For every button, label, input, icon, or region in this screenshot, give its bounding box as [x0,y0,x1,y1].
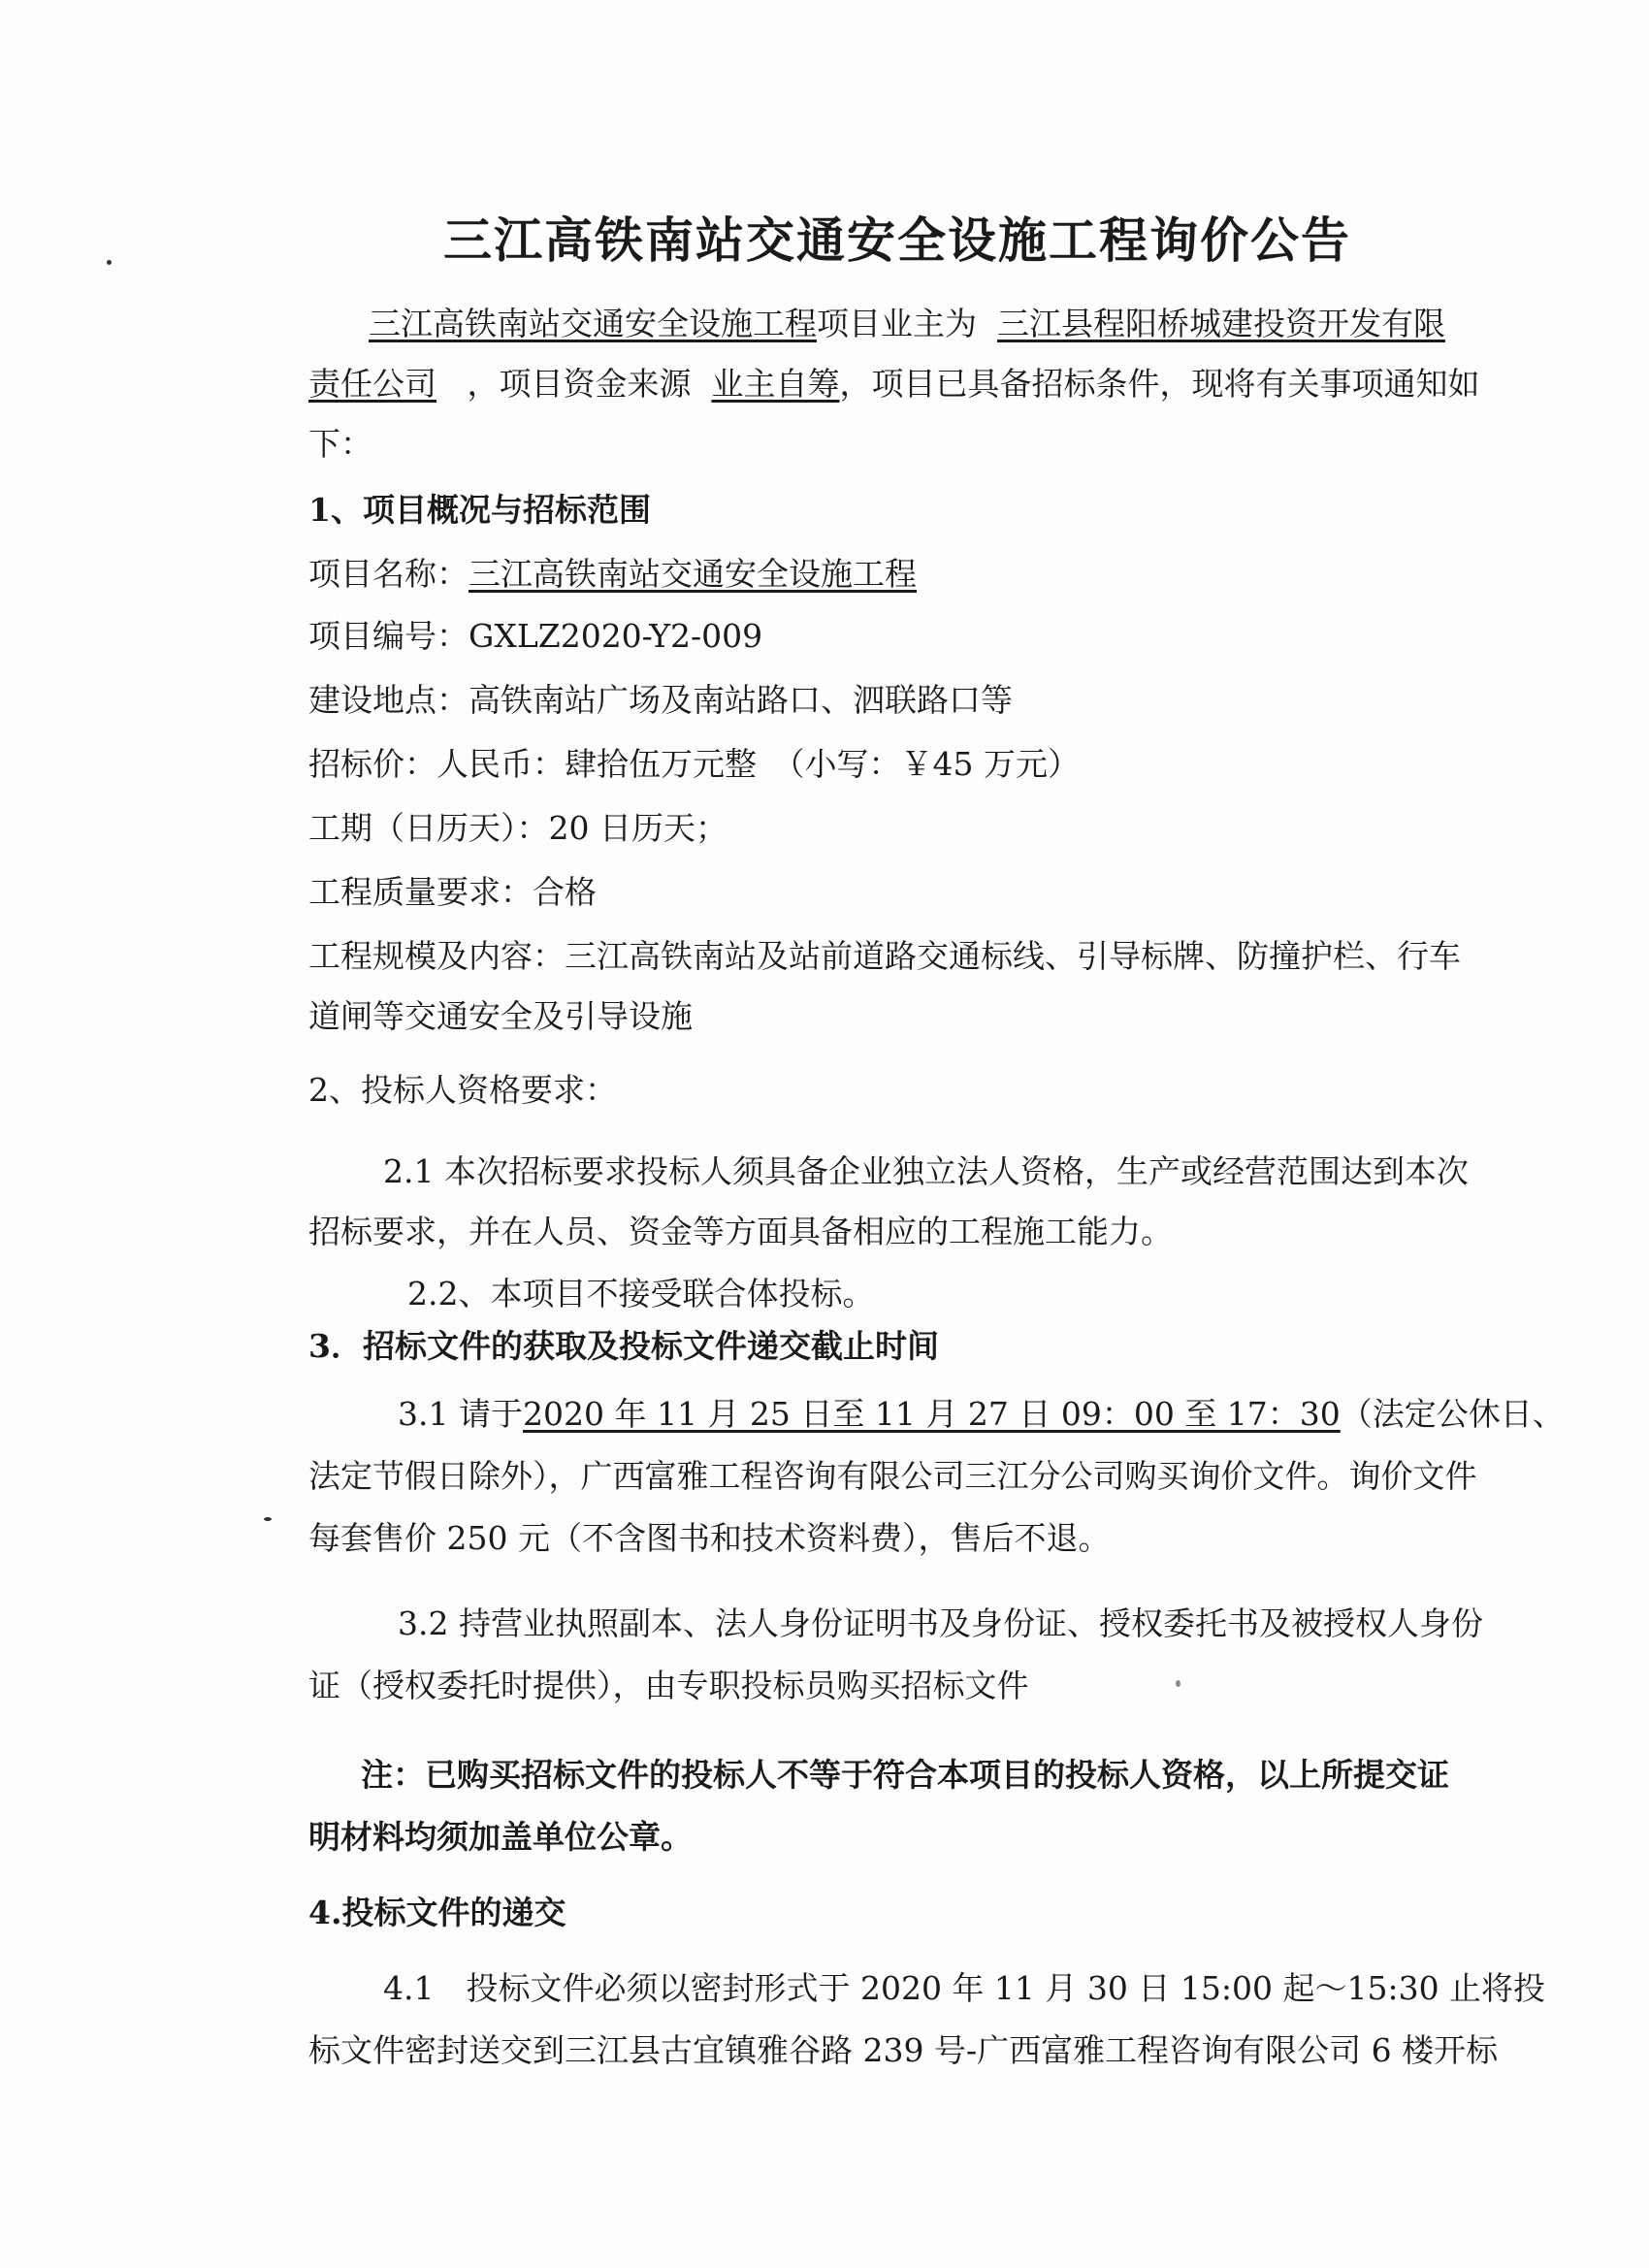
tender-price: 招标价：人民币：肆拾伍万元整 （小写：￥45 万元） [308,745,1080,783]
intro-text: ，项目已具备招标条件，现将有关事项通知如 [839,365,1480,403]
intro-text: 项目业主为 [817,305,977,342]
purchase-period: 2020 年 11 月 25 日至 11 月 27 日 09：00 至 17：30 [522,1395,1341,1433]
section-4-heading: 4.投标文件的递交 [308,1894,566,1931]
intro-line-3: 下： [308,425,372,463]
scan-speck [1176,1680,1180,1687]
purchase-3-1-cont: 法定节假日除外），广西富雅工程咨询有限公司三江分公司购买询价文件。询价文件 [308,1457,1477,1495]
construction-period: 工期（日历天）：20 日历天； [308,809,728,847]
intro-line-2 [308,359,1479,405]
document-title: 三江高铁南站交通安全设施工程询价公告 [443,211,1351,269]
project-scope: 工程规模及内容：三江高铁南站及站前道路交通标线、引导标牌、防撞护栏、行车 [308,937,1461,975]
purchase-3-1-price: 每套售价 250 元（不含图书和技术资料费），售后不退。 [308,1519,1111,1557]
project-name-ref: 三江高铁南站交通安全设施工程 [369,305,817,342]
project-name-line [308,549,917,595]
project-name-value: 三江高铁南站交通安全设施工程 [469,555,917,593]
note-line-1: 注：已购买招标文件的投标人不等于符合本项目的投标人资格，以上所提交证 [361,1756,1449,1794]
project-code: 项目编号：GXLZ2020-Y2-009 [308,617,763,655]
intro-text: ，项目资金来源 [467,365,692,403]
field-label: 项目名称： [308,555,469,593]
purchase-3-1 [398,1389,1565,1435]
project-location: 建设地点：高铁南站广场及南站路口、泗联路口等 [308,681,1013,719]
submission-4-1: 4.1 投标文件必须以密封形式于 2020 年 11 月 30 日 15:00 起～15:30 止将投 [383,1969,1546,2007]
qualification-2-1: 2.1 本次招标要求投标人须具备企业独立法人资格，生产或经营范围达到本次 [383,1152,1469,1190]
owner-name-cont: 责任公司 [308,365,436,403]
owner-name: 三江县程阳桥城建投资开发有限 [996,305,1445,342]
scan-speck [264,1517,272,1521]
submission-4-1-cont: 标文件密封送交到三江县古宜镇雅谷路 239 号-广西富雅工程咨询有限公司 6 楼开标 [308,2031,1499,2069]
qualification-2-2: 2.2、本项目不接受联合体投标。 [407,1275,875,1312]
quality-requirement: 工程质量要求：合格 [308,873,597,911]
intro-line-1 [369,299,1445,344]
funding-source: 业主自筹 [711,365,840,403]
purchase-text: 3.1 请于 [398,1395,523,1433]
qualification-2-1-cont: 招标要求，并在人员、资金等方面具备相应的工程施工能力。 [308,1213,1173,1250]
purchase-3-2-cont: 证（授权委托时提供），由专职投标员购买招标文件 [308,1667,1029,1704]
note-line-2: 明材料均须加盖单位公章。 [308,1818,693,1856]
section-2-heading: 2、投标人资格要求： [308,1071,617,1109]
section-3-heading: 3．招标文件的获取及投标文件递交截止时间 [308,1327,939,1365]
section-1-heading: 1、项目概况与招标范围 [308,491,651,529]
purchase-text: （法定公休日、 [1340,1395,1565,1433]
project-scope-cont: 道闸等交通安全及引导设施 [308,997,693,1035]
purchase-3-2: 3.2 持营业执照副本、法人身份证明书及身份证、授权委托书及被授权人身份 [398,1604,1483,1642]
